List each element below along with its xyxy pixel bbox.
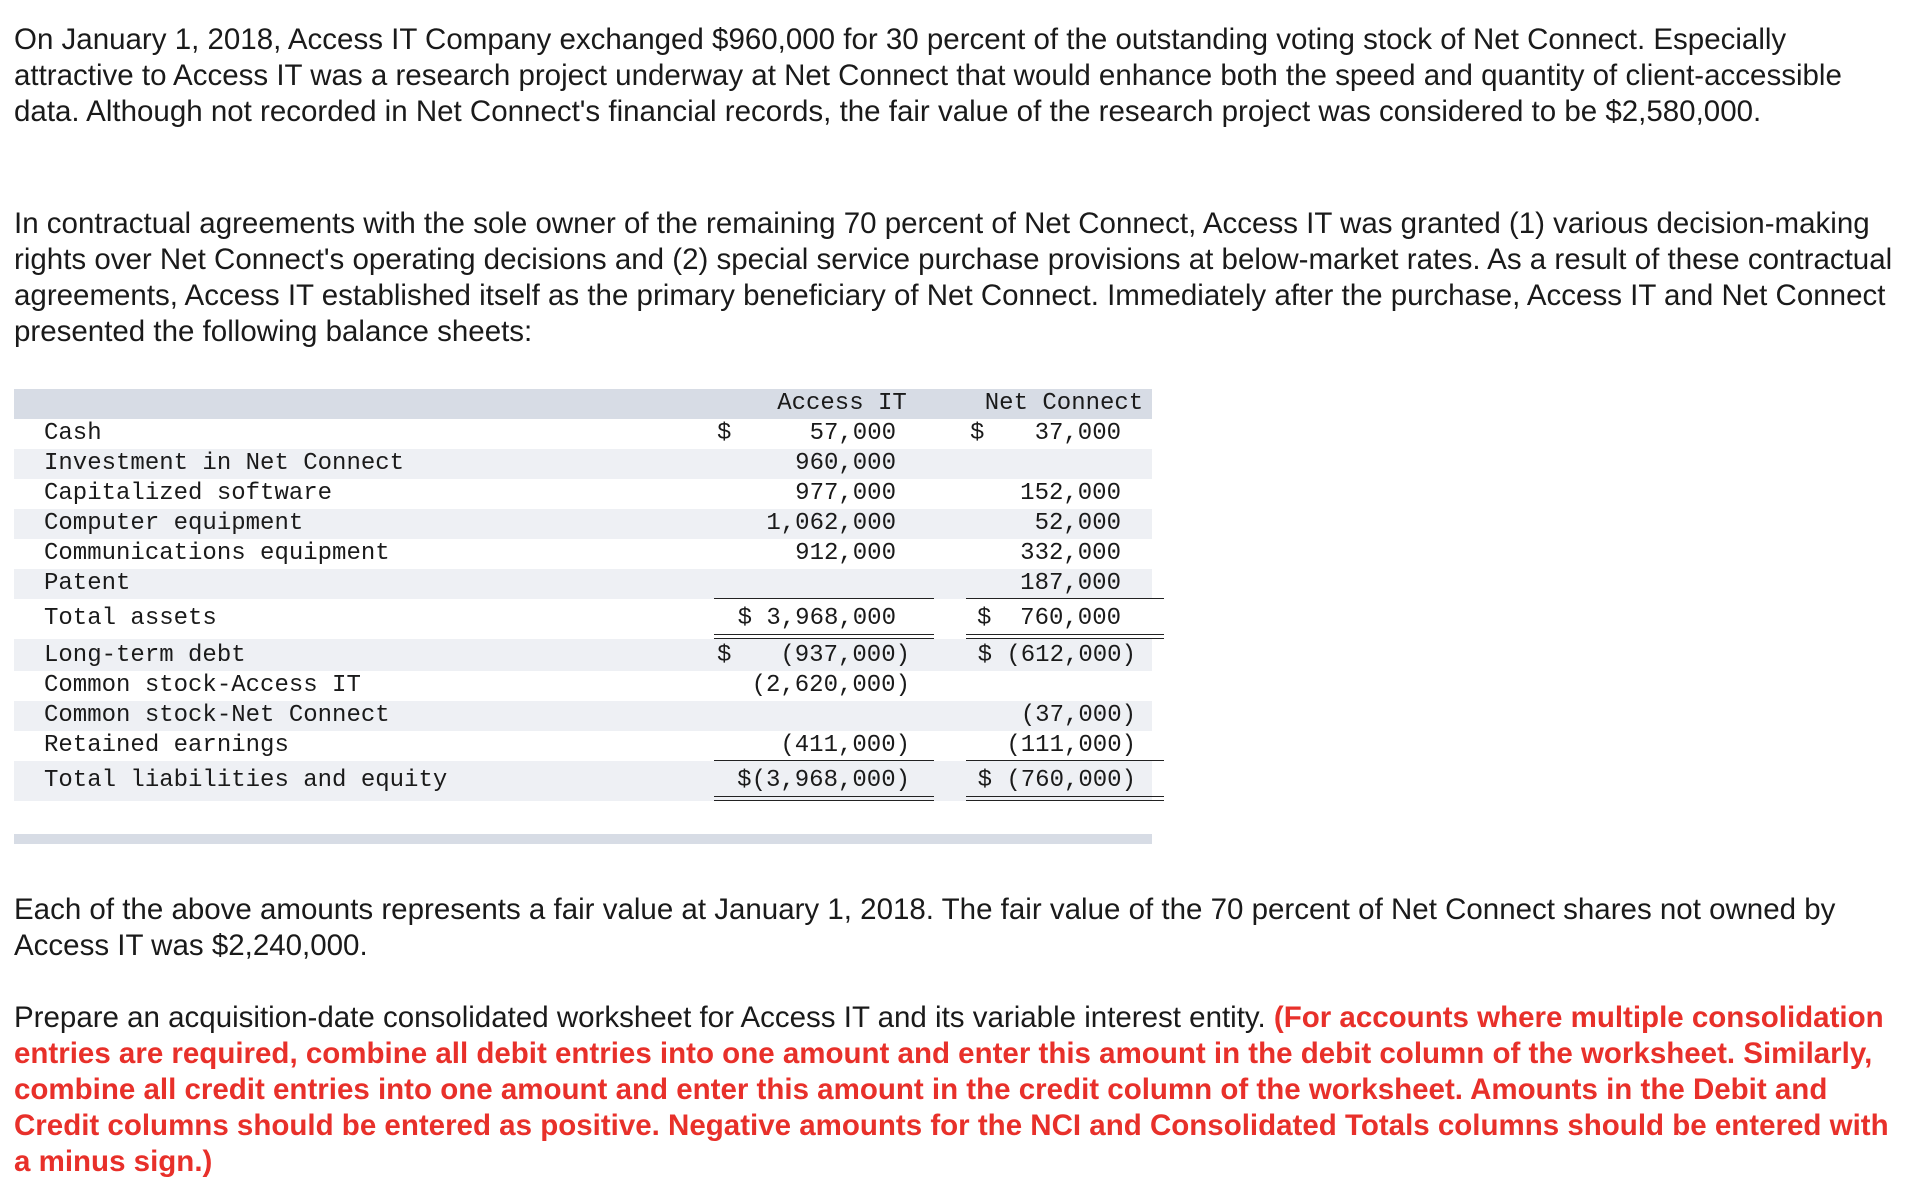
access-it-value: (411,000) (780, 732, 910, 759)
row-label: Capitalized software (44, 480, 333, 507)
access-it-value: 57,000 (809, 420, 896, 447)
access-it-value: (937,000) (780, 642, 910, 669)
row-label: Investment in Net Connect (44, 450, 405, 477)
net-connect-value: (37,000) (1020, 702, 1136, 729)
table-header-row (14, 389, 1152, 419)
dollar-sign: $ (970, 420, 985, 447)
dollar-sign: $ (717, 420, 732, 447)
access-it-value: 960,000 (795, 450, 896, 477)
row-label: Communications equipment (44, 540, 390, 567)
table-row-long-term-debt (14, 639, 1152, 671)
table-row-software (14, 479, 1152, 509)
table-row-total-assets (14, 599, 1152, 639)
row-label: Computer equipment (44, 510, 304, 537)
instructions-text: Prepare an acquisition-date consolidated worksheet for Access IT and its variable interest entity. (14, 1001, 1274, 1034)
net-connect-value: 332,000 (1020, 540, 1121, 567)
instructions-note: (For accounts where multiple consolidation entries are required, combine all debit entries into one amount and enter this amount in the debit column of the worksheet. Similarly, combine all credit entries into one amount and enter this amount in the credit column of the worksheet. Amounts in the Debit and Credit columns should be entered as positive. Negative amounts for the NCI and Consolidated Totals columns should be entered with a minus sign.) (14, 1001, 1889, 1178)
row-label: Total assets (44, 605, 217, 632)
table-row-computer (14, 509, 1152, 539)
access-it-value: 912,000 (795, 540, 896, 567)
row-label: Retained earnings (44, 732, 289, 759)
column-header-net-connect: Net Connect (984, 390, 1144, 417)
fair-value-paragraph: Each of the above amounts represents a fair value at January 1, 2018. The fair value of the 70 percent of Net Connect shares not owned by Access IT was $2,240,000. (14, 893, 1836, 962)
access-it-value: 1,062,000 (766, 510, 896, 537)
intro-paragraph-1: On January 1, 2018, Access IT Company exchanged $960,000 for 30 percent of the outstanding voting stock of Net Connect. Especially attractive to Access IT was a research project underway at Net Connect that would enhance both the speed and quantity of client-accessible data. Although not recorded in Net Connect's financial records, the fair value of the research project was considered to be $2,580,000. (14, 23, 1842, 128)
table-row-common-stock-access (14, 671, 1152, 701)
table-row-total-liabilities-equity (14, 761, 1152, 801)
net-connect-value: (111,000) (1006, 732, 1136, 759)
total-double-rule (714, 796, 934, 801)
balance-sheet-table (14, 389, 1152, 801)
intro-paragraph-2: In contractual agreements with the sole owner of the remaining 70 percent of Net Connect, Access IT was granted (1) various decision-making rights over Net Connect's operating decisions and (2) special service purchase provisions at below-market rates. As a result of these contractual agreements, Access IT established itself as the primary beneficiary of Net Connect. Immediately after the purchase, Access IT and Net Connect presented the following balance sheets: (14, 207, 1893, 348)
access-it-value: 977,000 (795, 480, 896, 507)
table-footer-bar (14, 834, 1152, 844)
table-row-investment (14, 449, 1152, 479)
net-connect-value: 37,000 (1034, 420, 1121, 447)
access-it-value: $(3,968,000) (737, 767, 910, 794)
row-label: Total liabilities and equity (44, 767, 448, 794)
total-double-rule (966, 796, 1164, 801)
table-row-common-stock-net (14, 701, 1152, 731)
row-label: Patent (44, 570, 131, 597)
table-row-communications (14, 539, 1152, 569)
column-header-access-it: Access IT (777, 390, 907, 417)
access-it-value: (2,620,000) (751, 672, 910, 699)
table-row-patent (14, 569, 1152, 599)
net-connect-value: 152,000 (1020, 480, 1121, 507)
table-row-cash (14, 419, 1152, 449)
net-connect-value: 187,000 (1020, 570, 1121, 597)
net-connect-value: $ 760,000 (976, 605, 1121, 632)
net-connect-value: $ (612,000) (977, 642, 1136, 669)
dollar-sign: $ (717, 642, 732, 669)
net-connect-value: 52,000 (1034, 510, 1121, 537)
access-it-value: $ 3,968,000 (737, 605, 896, 632)
row-label: Long-term debt (44, 642, 246, 669)
table-row-retained-earnings (14, 731, 1152, 761)
row-label: Common stock-Net Connect (44, 702, 390, 729)
net-connect-value: $ (760,000) (977, 767, 1136, 794)
row-label: Common stock-Access IT (44, 672, 361, 699)
row-label: Cash (44, 420, 102, 447)
instructions-paragraph (14, 1000, 1894, 1180)
